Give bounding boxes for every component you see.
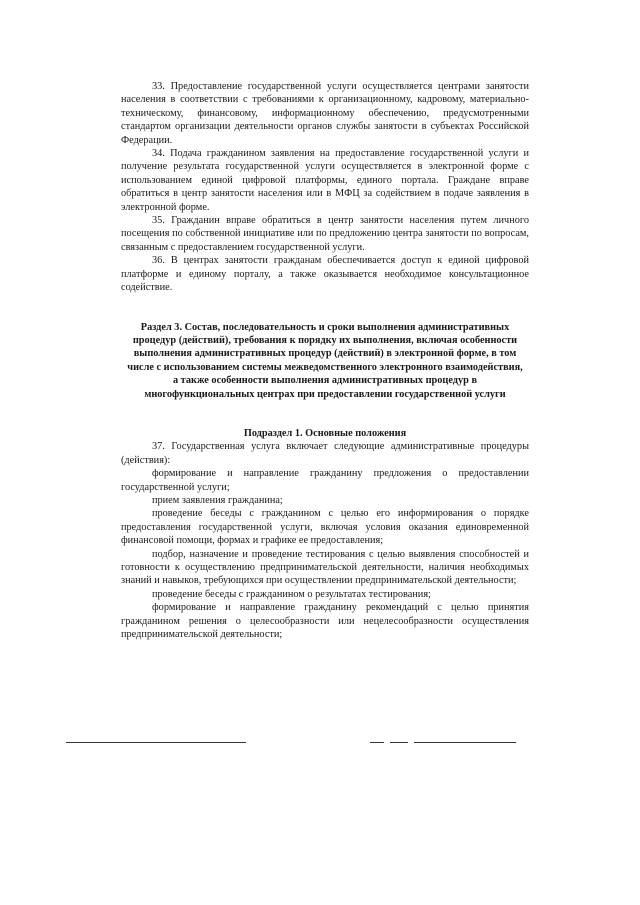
- list-item: формирование и направление гражданину рекомендаций с целью принятия гражданином решения о целесообразности или нецелесообразности осуществления предпринимательской деятельности;: [121, 602, 529, 641]
- subsection-heading: Подраздел 1. Основные положения: [243, 427, 407, 439]
- signature-line-dash: [370, 742, 384, 743]
- section-heading: Раздел 3. Состав, последовательность и сроки выполнения административных процедур (действий), требования к порядку их выполнения, включая особенности выполнения административных процедур (действий) в электронной форме, в том числе с использованием системы межведомственного электронного взаимодействия, а также особенности выполнения административных процедур в многофункциональных центрах при предоставлении государственной услуги: [127, 321, 523, 400]
- list-item: формирование и направление гражданину предложения о предоставлении государственной услуги;: [121, 468, 529, 493]
- list-item: проведение беседы с гражданином с целью его информирования о порядке предоставления государственной услуги, включая условия оказания единовременной финансовой помощи, формах и графике ее предоставления;: [121, 508, 529, 547]
- signature-line-dash: [390, 742, 408, 743]
- paragraph-37: 37. Государственная услуга включает следующие административные процедуры (действия):: [121, 441, 529, 466]
- paragraph-36: 36. В центрах занятости гражданам обеспечивается доступ к единой цифровой платформе и единому порталу, а также оказывается необходимое консультационное содействие.: [121, 255, 529, 294]
- paragraph-35: 35. Гражданин вправе обратиться в центр занятости населения путем личного посещения по собственной инициативе или по предложению центра занятости по вопросам, связанным с предоставлением государственной услуги.: [121, 215, 529, 253]
- list-item: прием заявления гражданина;: [152, 494, 283, 506]
- paragraph-34: 34. Подача гражданином заявления на предоставление государственной услуги и получение результата государственной услуги осуществляется в электронной форме с использованием единой цифровой платформы, единого портала. Граждане вправе обратиться в центр занятости населения или в МФЦ за содействием в подаче заявления в электронной форме.: [121, 148, 529, 213]
- paragraph-33: 33. Предоставление государственной услуги осуществляется центрами занятости населения в соответствии с требованиями к организационному, кадровому, материально-техническому, финансовому, информационному обеспечению, предусмотренными стандартом организации деятельности органов службы занятости в субъектах Российской Федерации.: [121, 81, 529, 146]
- list-item: проведение беседы с гражданином о результатах тестирования;: [152, 588, 431, 600]
- signature-line-right: [414, 742, 516, 743]
- signature-line-left: [66, 742, 246, 743]
- document-body: [121, 80, 529, 641]
- list-item: подбор, назначение и проведение тестирования с целью выявления способностей и готовности к осуществлению предпринимательской деятельности, наличия необходимых знаний и навыков, требующихся при осуществлении предпринимательской деятельности;: [121, 548, 529, 587]
